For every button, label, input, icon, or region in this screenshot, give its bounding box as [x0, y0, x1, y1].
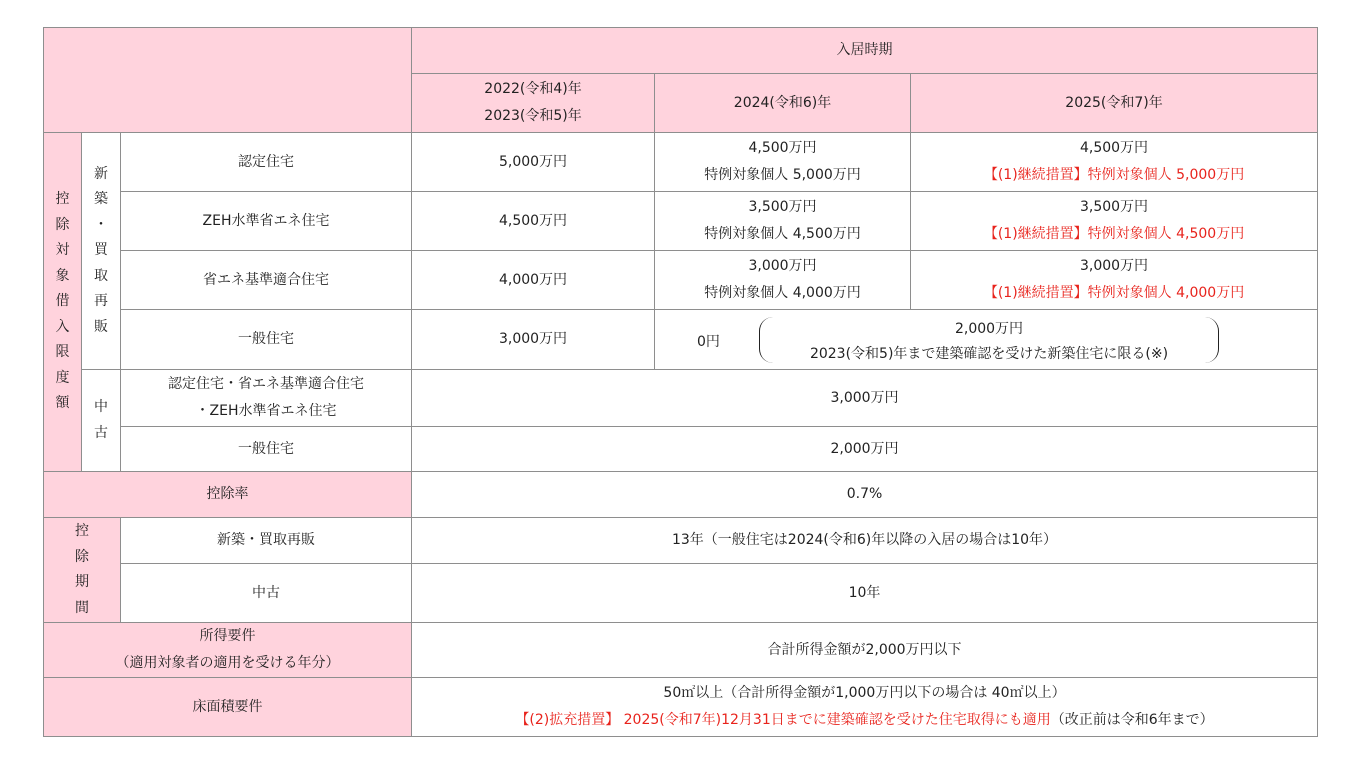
period-value: 10年 — [412, 564, 1318, 623]
floor-value — [412, 678, 1318, 737]
table-row — [44, 310, 1318, 370]
general-limit: 2,000万円 — [954, 320, 1024, 337]
value-2025-continued-measure: 【(1)継続措置】特例対象個人 5,000万円 — [983, 167, 1245, 183]
row-name: 中古 — [121, 564, 412, 623]
row-name: 省エネ基準適合住宅 — [121, 251, 412, 310]
floor-before-revision: （改正前は令和6年まで） — [1050, 712, 1214, 728]
row-name: 新築・買取再販 — [121, 518, 412, 564]
value-2024 — [655, 251, 911, 310]
table-row — [44, 427, 1318, 472]
row-name-line1: 認定住宅・省エネ基準適合住宅 — [168, 376, 364, 392]
limit-group-label: 控 除 対 象 借 入 限 度 額 — [44, 133, 82, 472]
income-value: 合計所得金額が2,000万円以下 — [412, 623, 1318, 678]
value-2025 — [911, 133, 1318, 192]
used-label: 中 古 — [82, 370, 121, 472]
income-label-note: （適用対象者の適用を受ける年分） — [115, 655, 340, 671]
value-2025-base: 4,500万円 — [1079, 140, 1149, 156]
value-2025-continued-measure: 【(1)継続措置】特例対象個人 4,000万円 — [983, 285, 1245, 301]
value-2024-special: 特例対象個人 4,000万円 — [704, 285, 861, 301]
floor-expansion-measure: 【(2)拡充措置】 2025(令和7年)12月31日までに建築確認を受けた住宅取得にも適用 — [515, 712, 1051, 728]
table-row — [44, 192, 1318, 251]
table-row — [44, 564, 1318, 623]
floor-line1: 50㎡以上（合計所得金額が1,000万円以下の場合は 40㎡以上） — [663, 685, 1066, 701]
value-2025 — [911, 251, 1318, 310]
value-2024 — [655, 133, 911, 192]
value-2025-base: 3,000万円 — [1079, 258, 1149, 274]
table-row — [44, 472, 1318, 518]
value-2024-base: 3,500万円 — [748, 199, 817, 215]
period-value: 13年（一般住宅は2024(令和6)年以降の入居の場合は10年） — [412, 518, 1318, 564]
value-2024-base: 4,500万円 — [748, 140, 817, 156]
used-value: 2,000万円 — [412, 427, 1318, 472]
row-name: 一般住宅 — [121, 310, 412, 370]
col-header-2023: 2023(令和5)年 — [484, 108, 582, 124]
move-in-period-header: 入居時期 — [412, 28, 1318, 74]
income-label — [44, 623, 412, 678]
table-row — [44, 133, 1318, 192]
row-name — [121, 370, 412, 427]
used-value: 3,000万円 — [412, 370, 1318, 427]
value-2022: 3,000万円 — [412, 310, 655, 370]
col-header-2025: 2025(令和7)年 — [911, 74, 1318, 133]
income-label-title: 所得要件 — [199, 628, 256, 644]
table-row — [44, 623, 1318, 678]
col-header-2024: 2024(令和6)年 — [655, 74, 911, 133]
table-row — [44, 251, 1318, 310]
general-zero-yen: 0円 — [697, 333, 720, 350]
period-label: 控 除 期 間 — [44, 518, 121, 623]
value-2022: 4,500万円 — [412, 192, 655, 251]
bracket-note — [759, 317, 1219, 363]
value-2025-continued-measure: 【(1)継続措置】特例対象個人 4,500万円 — [983, 226, 1245, 242]
floor-label: 床面積要件 — [44, 678, 412, 737]
housing-loan-deduction-table — [43, 27, 1318, 737]
value-2024 — [655, 192, 911, 251]
value-2024-special: 特例対象個人 4,500万円 — [704, 226, 861, 242]
value-2024-special: 特例対象個人 5,000万円 — [704, 167, 861, 183]
table-row — [44, 678, 1318, 737]
header-corner — [44, 28, 412, 133]
value-2025-base: 3,500万円 — [1079, 199, 1149, 215]
value-2022: 4,000万円 — [412, 251, 655, 310]
col-header-2022-2023 — [412, 74, 655, 133]
value-2022: 5,000万円 — [412, 133, 655, 192]
general-house-2024-2025 — [655, 310, 1318, 370]
table-row — [44, 518, 1318, 564]
row-name: 一般住宅 — [121, 427, 412, 472]
row-name: 認定住宅 — [121, 133, 412, 192]
general-condition: 2023(令和5)年まで建築確認を受けた新築住宅に限る(※) — [809, 345, 1169, 362]
table-row — [44, 370, 1318, 427]
value-2024-base: 3,000万円 — [748, 258, 817, 274]
rate-value: 0.7% — [412, 472, 1318, 518]
floor-line2 — [412, 707, 1317, 734]
rate-label: 控除率 — [44, 472, 412, 518]
col-header-2022: 2022(令和4)年 — [484, 81, 582, 97]
row-name-line2: ・ZEH水準省エネ住宅 — [195, 403, 337, 419]
row-name: ZEH水準省エネ住宅 — [121, 192, 412, 251]
value-2025 — [911, 192, 1318, 251]
new-build-label: 新 築 ・ 買 取 再 販 — [82, 133, 121, 370]
